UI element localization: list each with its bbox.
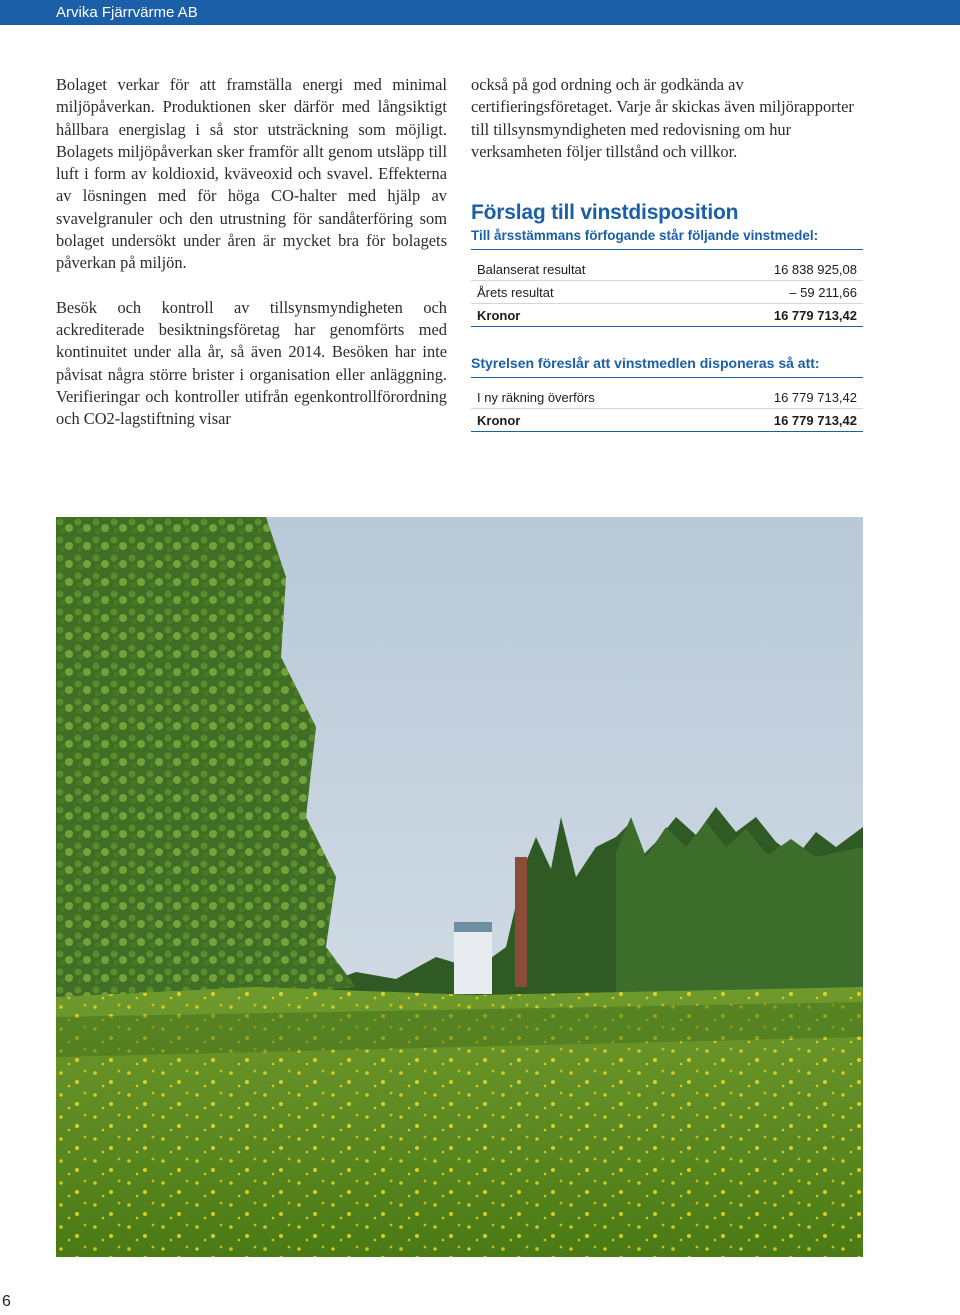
body-paragraph: Bolaget verkar för att framställa energi med minimal miljöpåverkan. Produktionen sker därför med långsiktigt hållbara energislag i så stor utsträckning som möjligt. Bolagets miljöpåverkan sker framför allt genom utsläpp till luft i form av koldioxid, kväveoxid och svavel. Effekterna av lösningen med för höga CO-halter med hjälp av svavelgranuler och den utrustning för sandåterföring som bolaget undersökt under åren är mycket bra för bolagets påverkan på miljön. xyxy=(56,75,447,273)
row-label: Årets resultat xyxy=(471,281,690,304)
landscape-photo xyxy=(56,517,863,1257)
table-row xyxy=(471,281,863,304)
company-name: Arvika Fjärrvärme AB xyxy=(56,4,198,21)
meadow-forest-image xyxy=(56,517,863,1257)
table-row xyxy=(471,386,863,409)
section-subheading: Till årsstämmans förfogande står följande vinstmedel: xyxy=(471,228,863,250)
table-total-row xyxy=(471,409,863,432)
header-bar xyxy=(0,0,960,25)
chimney xyxy=(515,857,527,987)
disposition-table xyxy=(471,386,863,432)
row-amount: 16 779 713,42 xyxy=(697,409,863,432)
page-number: 6 xyxy=(2,1293,11,1310)
right-column xyxy=(471,74,863,432)
profit-table xyxy=(471,258,863,327)
row-label: I ny räkning överförs xyxy=(471,386,697,409)
table-total-row xyxy=(471,304,863,327)
section-subheading-2: Styrelsen föreslår att vinstmedlen disponeras så att: xyxy=(471,355,863,378)
row-amount: 16 779 713,42 xyxy=(690,304,863,327)
water-tower xyxy=(454,922,492,994)
section-heading: Förslag till vinstdisposition xyxy=(471,201,739,225)
row-amount: – 59 211,66 xyxy=(690,281,863,304)
row-label: Kronor xyxy=(471,409,697,432)
table-row xyxy=(471,258,863,281)
body-paragraph: Besök och kontroll av tillsynsmyndigheten och ackrediterade besiktningsföretag har genomförts med kontinuitet under alla år, så även 2014. Besöken har inte påvisat några större brister i organisation eller anläggning. Verifieringar och kontroller utifrån egenkontrollförordning och CO2-lagstiftning visar xyxy=(56,297,447,429)
left-column xyxy=(56,74,447,452)
row-amount: 16 779 713,42 xyxy=(697,386,863,409)
body-paragraph-continuation: också på god ordning och är godkända av certifieringsföretaget. Varje år skickas även miljörapporter till tillsynsmyndigheten med redovisning om hur verksamheten följer tillstånd och villkor. xyxy=(471,75,854,161)
row-label: Kronor xyxy=(471,304,690,327)
row-label: Balanserat resultat xyxy=(471,258,690,281)
row-amount: 16 838 925,08 xyxy=(690,258,863,281)
